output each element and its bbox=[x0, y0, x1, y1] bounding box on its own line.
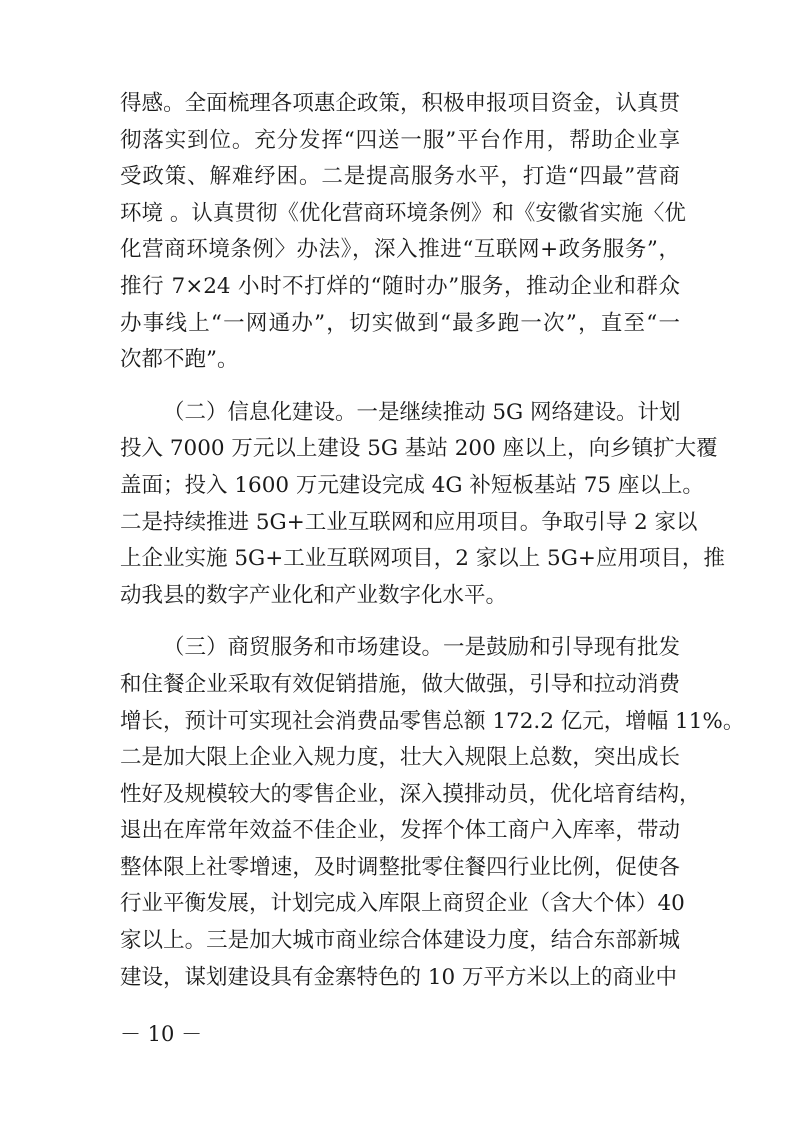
body-text bbox=[120, 86, 745, 996]
text-line: 次都不跑”。 bbox=[120, 347, 239, 373]
text-line: 动我县的数字产业化和产业数字化水平。 bbox=[120, 582, 508, 608]
text-line: 性好及规模较大的零售企业，深入摸排动员，优化培育结构， bbox=[120, 781, 701, 807]
text-line: 和住餐企业采取有效促销措施，做大做强，引导和拉动消费 bbox=[120, 671, 680, 697]
text-line: 化营商环境条例〉办法》，深入推进“互联网+政务服务”， bbox=[120, 237, 680, 263]
text-line: 盖面；投入 1600 万元建设完成 4G 补短板基站 75 座以上。 bbox=[120, 472, 704, 498]
text-line: 办事线上“一网通办”，切实做到“最多跑一次”，直至“一 bbox=[120, 310, 680, 336]
text-line: 受政策、解难纾困。二是提高服务水平，打造“四最”营商 bbox=[120, 164, 680, 190]
text-line: 二是加大限上企业入规力度，壮大入规限上总数，突出成长 bbox=[120, 745, 680, 771]
text-line: 上企业实施 5G+工业互联网项目，2 家以上 5G+应用项目，推 bbox=[120, 546, 725, 572]
text-line: 彻落实到位。充分发挥“四送一服”平台作用，帮助企业享 bbox=[120, 127, 680, 153]
text-line: 行业平衡发展，计划完成入库限上商贸企业（含大个体）40 bbox=[120, 891, 685, 917]
text-line: 退出在库常年效益不佳企业，发挥个体工商户入库率，带动 bbox=[120, 818, 680, 844]
paragraph bbox=[120, 86, 686, 379]
text-line: 推行 7×24 小时不打烊的“随时办”服务，推动企业和群众 bbox=[120, 273, 680, 299]
text-line: 得感。全面梳理各项惠企政策，积极申报项目资金，认真贯 bbox=[120, 91, 680, 116]
text-line: 增长，预计可实现社会消费品零售总额 172.2 亿元，增幅 11%。 bbox=[120, 708, 745, 734]
paragraph-gap bbox=[120, 379, 680, 395]
text-line: 整体限上社零增速，及时调整批零住餐四行业比例，促使各 bbox=[120, 854, 680, 880]
text-line: 环境 。认真贯彻《优化营商环境条例》和《安徽省实施〈优 bbox=[120, 200, 686, 226]
text-line: 二是持续推进 5G+工业互联网和应用项目。争取引导 2 家以 bbox=[120, 509, 698, 535]
page-number: － 10 － bbox=[120, 1022, 203, 1046]
text-line: 投入 7000 万元以上建设 5G 基站 200 座以上，向乡镇扩大覆 bbox=[120, 436, 718, 462]
text-line: （二）信息化建设。一是继续推动 5G 网络建设。计划 bbox=[163, 399, 681, 425]
text-line: 家以上。三是加大城市商业综合体建设力度，结合东部新城 bbox=[120, 928, 680, 954]
paragraph bbox=[120, 395, 725, 615]
text-line: 建设，谋划建设具有金寨特色的 10 万平方米以上的商业中 bbox=[120, 964, 678, 990]
paragraph-gap bbox=[120, 614, 680, 630]
text-line: （三）商贸服务和市场建设。一是鼓励和引导现有批发 bbox=[163, 635, 680, 661]
paragraph bbox=[120, 630, 745, 996]
